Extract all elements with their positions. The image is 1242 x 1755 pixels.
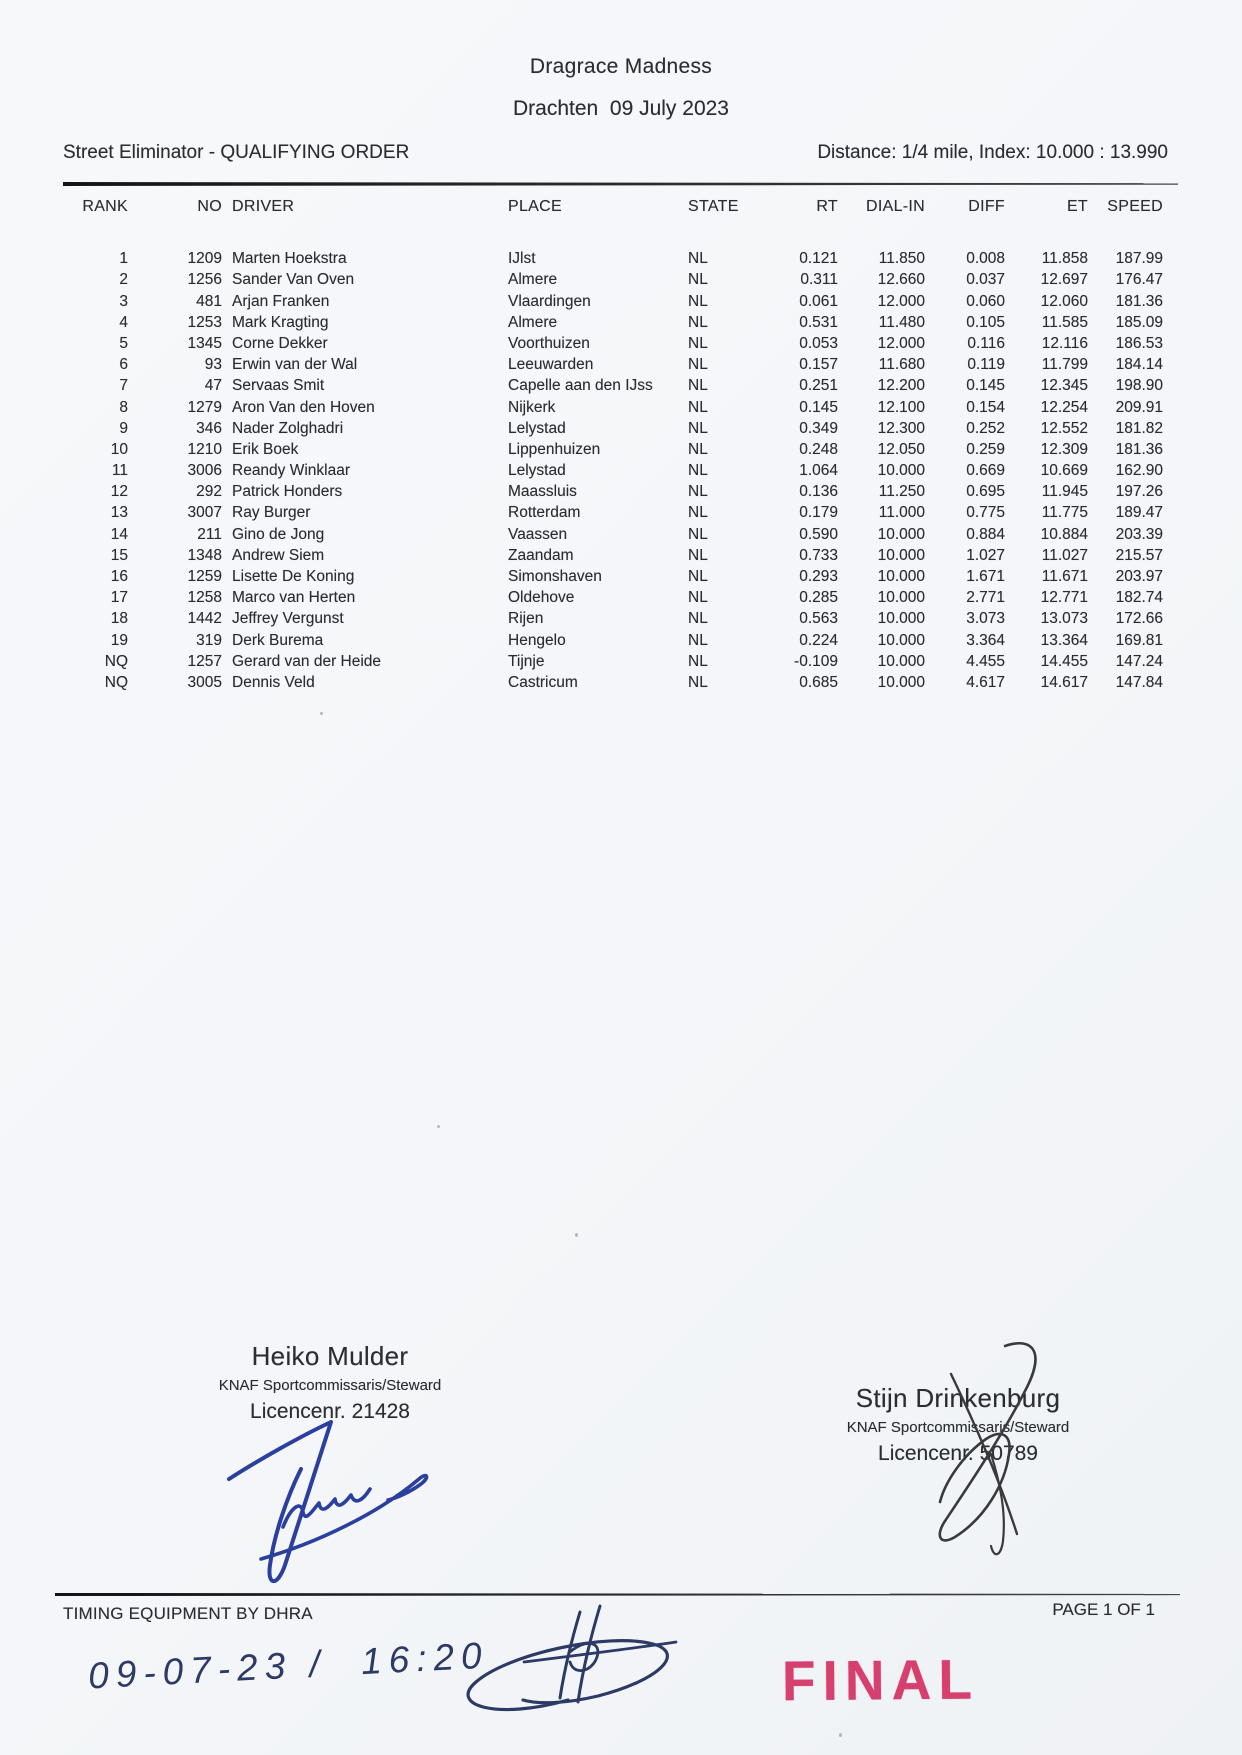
cell-no: 3007 xyxy=(187,504,222,522)
cell-driver: Lisette De Koning xyxy=(232,568,355,585)
cell-rank: 3 xyxy=(119,292,128,310)
cell-rank: 18 xyxy=(110,610,128,628)
cell-rt: 0.061 xyxy=(799,292,838,310)
cell-driver: Marco van Herten xyxy=(232,589,356,607)
cell-et: 12.309 xyxy=(1040,440,1088,458)
cell-rank: 6 xyxy=(119,356,128,374)
cell-state: NL xyxy=(688,398,708,416)
scan-speck xyxy=(839,1733,842,1737)
cell-place: IJlst xyxy=(508,250,536,268)
cell-diff: 0.252 xyxy=(966,419,1005,437)
cell-state: NL xyxy=(688,673,708,691)
column-header-rt: RT xyxy=(816,198,838,215)
cell-place: Zaandam xyxy=(508,546,574,564)
cell-rank: 5 xyxy=(119,334,128,352)
cell-state: NL xyxy=(688,610,708,628)
cell-driver: Ray Burger xyxy=(232,504,311,522)
cell-diff: 4.617 xyxy=(966,673,1005,691)
cell-et: 11.945 xyxy=(1041,483,1088,501)
cell-no: 1209 xyxy=(187,250,222,268)
cell-dial-in: 11.250 xyxy=(878,483,925,501)
cell-et: 11.799 xyxy=(1041,356,1088,374)
cell-driver: Gino de Jong xyxy=(232,525,325,543)
cell-diff: 3.364 xyxy=(966,631,1005,649)
cell-diff: 0.775 xyxy=(966,504,1005,522)
column-header-speed: SPEED xyxy=(1107,198,1163,215)
column-header-diff: DIFF xyxy=(968,198,1005,215)
cell-rank: 1 xyxy=(119,250,128,268)
cell-rank: 14 xyxy=(110,525,128,543)
cell-diff: 0.105 xyxy=(966,313,1005,331)
cell-diff: 0.008 xyxy=(966,250,1005,268)
cell-state: NL xyxy=(688,271,708,289)
cell-rank: 16 xyxy=(110,568,128,585)
cell-diff: 0.884 xyxy=(966,525,1005,543)
cell-rt: 0.157 xyxy=(799,356,838,374)
cell-driver: Patrick Honders xyxy=(232,483,343,501)
cell-rank: 11 xyxy=(111,462,128,480)
cell-rank: NQ xyxy=(104,652,128,670)
cell-place: Capelle aan den IJss xyxy=(508,377,653,395)
cell-rt: 0.311 xyxy=(800,271,838,289)
qualifying-table xyxy=(63,196,1163,693)
cell-dial-in: 10.000 xyxy=(877,589,925,607)
cell-dial-in: 12.100 xyxy=(877,398,925,416)
cell-speed: 203.39 xyxy=(1115,525,1163,543)
steward-role-right: KNAF Sportcommissaris/Steward xyxy=(846,1419,1070,1436)
cell-rank: 7 xyxy=(119,377,128,395)
cell-rt: 0.531 xyxy=(799,313,838,331)
cell-state: NL xyxy=(688,652,708,670)
cell-rt: 0.733 xyxy=(799,546,838,564)
scan-speck xyxy=(575,1233,578,1237)
cell-dial-in: 10.000 xyxy=(877,525,925,543)
cell-speed: 181.36 xyxy=(1115,440,1163,458)
cell-state: NL xyxy=(688,568,708,585)
cell-speed: 181.36 xyxy=(1115,292,1163,310)
table-row xyxy=(63,672,1163,693)
table-row xyxy=(63,630,1163,651)
cell-driver: Erik Boek xyxy=(232,440,299,458)
cell-no: 346 xyxy=(196,419,222,437)
cell-state: NL xyxy=(688,356,708,374)
cell-state: NL xyxy=(688,525,708,543)
cell-no: 1210 xyxy=(187,440,222,458)
cell-state: NL xyxy=(688,589,708,607)
cell-driver: Arjan Franken xyxy=(232,292,330,310)
cell-no: 211 xyxy=(197,525,222,543)
cell-et: 11.027 xyxy=(1041,546,1088,564)
cell-dial-in: 10.000 xyxy=(877,631,925,649)
cell-driver: Jeffrey Vergunst xyxy=(232,610,344,628)
cell-place: Almere xyxy=(508,313,558,331)
cell-place: Hengelo xyxy=(508,631,566,649)
table-row xyxy=(63,566,1163,587)
cell-driver: Marten Hoekstra xyxy=(232,250,347,268)
cell-place: Rotterdam xyxy=(508,504,581,522)
cell-et: 12.116 xyxy=(1041,334,1088,352)
table-row xyxy=(63,524,1163,545)
handwritten-datetime: 09-07-23 / 16:20 xyxy=(87,1634,490,1697)
cell-et: 12.060 xyxy=(1040,292,1088,310)
cell-dial-in: 10.000 xyxy=(877,546,925,564)
column-header-no: NO xyxy=(197,198,222,215)
cell-rank: 19 xyxy=(110,631,128,649)
cell-dial-in: 10.000 xyxy=(877,652,925,670)
cell-speed: 185.09 xyxy=(1115,313,1163,331)
cell-rt: 0.179 xyxy=(799,504,838,522)
cell-rt: 0.590 xyxy=(799,525,838,543)
cell-driver: Mark Kragting xyxy=(232,313,329,331)
cell-speed: 184.14 xyxy=(1115,356,1163,374)
cell-state: NL xyxy=(688,292,708,310)
cell-diff: 3.073 xyxy=(966,610,1005,628)
cell-speed: 147.24 xyxy=(1115,652,1163,670)
cell-speed: 182.74 xyxy=(1115,589,1163,607)
cell-rank: NQ xyxy=(104,673,128,691)
cell-diff: 0.695 xyxy=(966,483,1005,501)
cell-state: NL xyxy=(688,440,708,458)
cell-et: 13.364 xyxy=(1040,631,1088,649)
cell-state: NL xyxy=(688,504,708,522)
cell-et: 11.671 xyxy=(1041,568,1088,585)
table-header-row xyxy=(63,196,1163,217)
cell-dial-in: 10.000 xyxy=(877,610,925,628)
cell-no: 1279 xyxy=(187,398,222,416)
table-row xyxy=(63,354,1163,375)
scan-speck xyxy=(437,1125,440,1128)
cell-driver: Dennis Veld xyxy=(232,673,315,691)
cell-place: Nijkerk xyxy=(508,398,556,416)
steward-licence-right: Licencenr. 50789 xyxy=(878,1442,1038,1465)
cell-rt: 0.685 xyxy=(799,673,838,691)
cell-diff: 0.060 xyxy=(966,292,1005,310)
cell-rank: 4 xyxy=(119,313,128,331)
column-header-place: PLACE xyxy=(508,198,562,215)
cell-rt: 0.293 xyxy=(799,568,838,585)
section-title: Street Eliminator - QUALIFYING ORDER xyxy=(63,142,410,163)
cell-place: Almere xyxy=(508,271,558,289)
cell-dial-in: 11.480 xyxy=(878,313,925,331)
cell-rank: 9 xyxy=(119,419,128,437)
cell-dial-in: 12.200 xyxy=(877,377,925,395)
cell-rank: 8 xyxy=(119,398,128,416)
cell-no: 1259 xyxy=(187,568,222,585)
final-stamp: FINAL xyxy=(781,1647,980,1713)
cell-state: NL xyxy=(688,462,708,480)
table-body xyxy=(63,248,1163,693)
cell-no: 47 xyxy=(204,377,222,395)
cell-driver: Servaas Smit xyxy=(232,377,325,395)
column-header-dial-in: DIAL-IN xyxy=(866,198,925,215)
cell-state: NL xyxy=(688,419,708,437)
table-row xyxy=(63,397,1163,418)
table-row xyxy=(63,418,1163,439)
cell-no: 93 xyxy=(204,356,222,374)
column-header-rank: RANK xyxy=(82,198,128,215)
cell-rt: 0.251 xyxy=(799,377,838,395)
cell-place: Tijnje xyxy=(508,652,545,670)
cell-rt: 0.121 xyxy=(799,250,838,268)
cell-diff: 0.119 xyxy=(967,356,1005,374)
page-number: PAGE 1 OF 1 xyxy=(1052,1600,1155,1619)
cell-dial-in: 12.300 xyxy=(877,419,925,437)
cell-dial-in: 11.000 xyxy=(878,504,925,522)
cell-no: 1442 xyxy=(187,610,222,628)
cell-et: 11.585 xyxy=(1041,313,1088,331)
cell-dial-in: 11.850 xyxy=(878,250,925,268)
cell-et: 14.455 xyxy=(1040,652,1088,670)
cell-et: 11.858 xyxy=(1041,250,1088,268)
table-row xyxy=(63,481,1163,502)
cell-rt: 0.285 xyxy=(799,589,838,607)
cell-speed: 169.81 xyxy=(1115,631,1163,649)
cell-speed: 203.97 xyxy=(1115,568,1163,585)
table-row xyxy=(63,375,1163,396)
cell-dial-in: 12.000 xyxy=(877,334,925,352)
cell-speed: 186.53 xyxy=(1115,334,1163,352)
cell-diff: 0.116 xyxy=(967,334,1005,352)
cell-driver: Reandy Winklaar xyxy=(232,462,351,480)
cell-no: 1253 xyxy=(187,313,222,331)
cell-place: Lelystad xyxy=(508,462,566,480)
cell-driver: Erwin van der Wal xyxy=(232,356,358,374)
steward-name-right: Stijn Drinkenburg xyxy=(855,1383,1061,1413)
column-header-state: STATE xyxy=(688,198,739,215)
cell-no: 3006 xyxy=(187,462,222,480)
cell-speed: 198.90 xyxy=(1115,377,1163,395)
cell-speed: 181.82 xyxy=(1115,419,1163,437)
cell-diff: 0.145 xyxy=(966,377,1005,395)
cell-speed: 209.91 xyxy=(1115,398,1163,416)
cell-et: 10.669 xyxy=(1040,462,1088,480)
footer-divider xyxy=(55,1593,1180,1596)
table-row xyxy=(63,439,1163,460)
cell-et: 12.697 xyxy=(1040,271,1088,289)
table-row xyxy=(63,608,1163,629)
cell-state: NL xyxy=(688,631,708,649)
steward-name-left: Heiko Mulder xyxy=(251,1341,409,1371)
cell-place: Castricum xyxy=(508,673,578,691)
column-header-driver: DRIVER xyxy=(232,198,295,215)
cell-rt: -0.109 xyxy=(794,652,838,670)
signature-block-left xyxy=(165,1341,495,1424)
cell-diff: 0.669 xyxy=(966,462,1005,480)
cell-rank: 12 xyxy=(110,483,128,501)
cell-state: NL xyxy=(688,313,708,331)
cell-place: Simonshaven xyxy=(508,568,602,585)
cell-place: Rijen xyxy=(508,610,544,628)
header-divider xyxy=(63,182,1178,186)
table-row xyxy=(63,502,1163,523)
cell-place: Oldehove xyxy=(508,589,575,607)
cell-dial-in: 10.000 xyxy=(877,568,925,585)
cell-et: 12.345 xyxy=(1040,377,1088,395)
cell-state: NL xyxy=(688,546,708,564)
table-row xyxy=(63,333,1163,354)
cell-dial-in: 10.000 xyxy=(877,673,925,691)
cell-dial-in: 12.000 xyxy=(877,292,925,310)
handwritten-signature-footer xyxy=(428,1600,678,1720)
cell-et: 13.073 xyxy=(1040,610,1088,628)
table-row xyxy=(63,269,1163,290)
table-row xyxy=(63,248,1163,269)
cell-place: Vlaardingen xyxy=(508,292,591,310)
cell-et: 12.254 xyxy=(1040,398,1088,416)
cell-state: NL xyxy=(688,483,708,501)
handwritten-signature-left xyxy=(213,1415,463,1580)
cell-speed: 215.57 xyxy=(1115,546,1163,564)
table-row xyxy=(63,651,1163,672)
cell-rank: 13 xyxy=(110,504,128,522)
cell-rank: 10 xyxy=(110,440,128,458)
cell-speed: 176.47 xyxy=(1115,271,1163,289)
cell-place: Lippenhuizen xyxy=(508,440,601,458)
cell-no: 1258 xyxy=(187,589,222,607)
cell-no: 292 xyxy=(196,483,222,501)
cell-rank: 15 xyxy=(110,546,128,564)
table-row xyxy=(63,460,1163,481)
cell-place: Maassluis xyxy=(508,483,577,501)
cell-speed: 187.99 xyxy=(1115,250,1163,268)
cell-rank: 17 xyxy=(110,589,128,607)
cell-rt: 1.064 xyxy=(799,462,838,480)
cell-dial-in: 12.660 xyxy=(877,271,925,289)
cell-place: Lelystad xyxy=(508,419,566,437)
cell-diff: 0.259 xyxy=(966,440,1005,458)
cell-et: 11.775 xyxy=(1041,504,1088,522)
steward-role-left: KNAF Sportcommissaris/Steward xyxy=(218,1377,442,1394)
cell-et: 14.617 xyxy=(1040,673,1088,691)
cell-driver: Corne Dekker xyxy=(232,334,328,352)
cell-dial-in: 10.000 xyxy=(877,462,925,480)
cell-no: 1345 xyxy=(187,334,222,352)
handwritten-signature-right xyxy=(893,1336,1043,1561)
cell-diff: 2.771 xyxy=(966,589,1005,607)
event-title: Dragrace Madness xyxy=(529,55,713,78)
cell-driver: Sander Van Oven xyxy=(232,271,355,289)
table-row xyxy=(63,312,1163,333)
cell-speed: 147.84 xyxy=(1115,673,1163,691)
cell-diff: 1.027 xyxy=(966,546,1005,564)
cell-no: 481 xyxy=(196,292,222,310)
cell-driver: Aron Van den Hoven xyxy=(232,398,375,416)
cell-rt: 0.053 xyxy=(799,334,838,352)
cell-diff: 0.037 xyxy=(966,271,1005,289)
cell-state: NL xyxy=(688,334,708,352)
cell-rt: 0.224 xyxy=(799,631,838,649)
cell-diff: 1.671 xyxy=(966,568,1005,585)
cell-et: 12.771 xyxy=(1040,589,1088,607)
cell-no: 1348 xyxy=(187,546,222,564)
cell-et: 10.884 xyxy=(1040,525,1088,543)
cell-place: Vaassen xyxy=(508,525,568,543)
distance-info: Distance: 1/4 mile, Index: 10.000 : 13.990 xyxy=(817,142,1168,163)
cell-no: 3005 xyxy=(187,673,222,691)
table-row xyxy=(63,587,1163,608)
cell-state: NL xyxy=(688,250,708,268)
cell-place: Leeuwarden xyxy=(508,356,594,374)
cell-rt: 0.145 xyxy=(799,398,838,416)
cell-no: 1256 xyxy=(187,271,222,289)
scan-speck xyxy=(320,712,323,715)
cell-driver: Gerard van der Heide xyxy=(232,652,382,670)
cell-speed: 189.47 xyxy=(1115,504,1163,522)
steward-licence-left: Licencenr. 21428 xyxy=(250,1400,410,1423)
cell-speed: 197.26 xyxy=(1115,483,1163,501)
cell-rt: 0.136 xyxy=(799,483,838,501)
cell-driver: Derk Burema xyxy=(232,631,324,649)
cell-et: 12.552 xyxy=(1040,419,1088,437)
cell-dial-in: 12.050 xyxy=(877,440,925,458)
column-header-et: ET xyxy=(1066,198,1088,215)
cell-speed: 162.90 xyxy=(1115,462,1163,480)
cell-state: NL xyxy=(688,377,708,395)
table-row xyxy=(63,545,1163,566)
table-row xyxy=(63,291,1163,312)
cell-rt: 0.248 xyxy=(799,440,838,458)
cell-rank: 2 xyxy=(119,271,128,289)
cell-rt: 0.563 xyxy=(799,610,838,628)
cell-driver: Andrew Siem xyxy=(232,546,325,564)
cell-dial-in: 11.680 xyxy=(878,356,925,374)
event-location-date: Drachten 09 July 2023 xyxy=(513,97,729,120)
cell-place: Voorthuizen xyxy=(508,334,590,352)
cell-driver: Nader Zolghadri xyxy=(232,419,344,437)
cell-no: 1257 xyxy=(187,652,222,670)
cell-diff: 0.154 xyxy=(966,398,1005,416)
cell-diff: 4.455 xyxy=(966,652,1005,670)
cell-no: 319 xyxy=(196,631,222,649)
cell-rt: 0.349 xyxy=(799,419,838,437)
timing-equipment-note: TIMING EQUIPMENT BY DHRA xyxy=(63,1604,313,1623)
cell-speed: 172.66 xyxy=(1115,610,1163,628)
